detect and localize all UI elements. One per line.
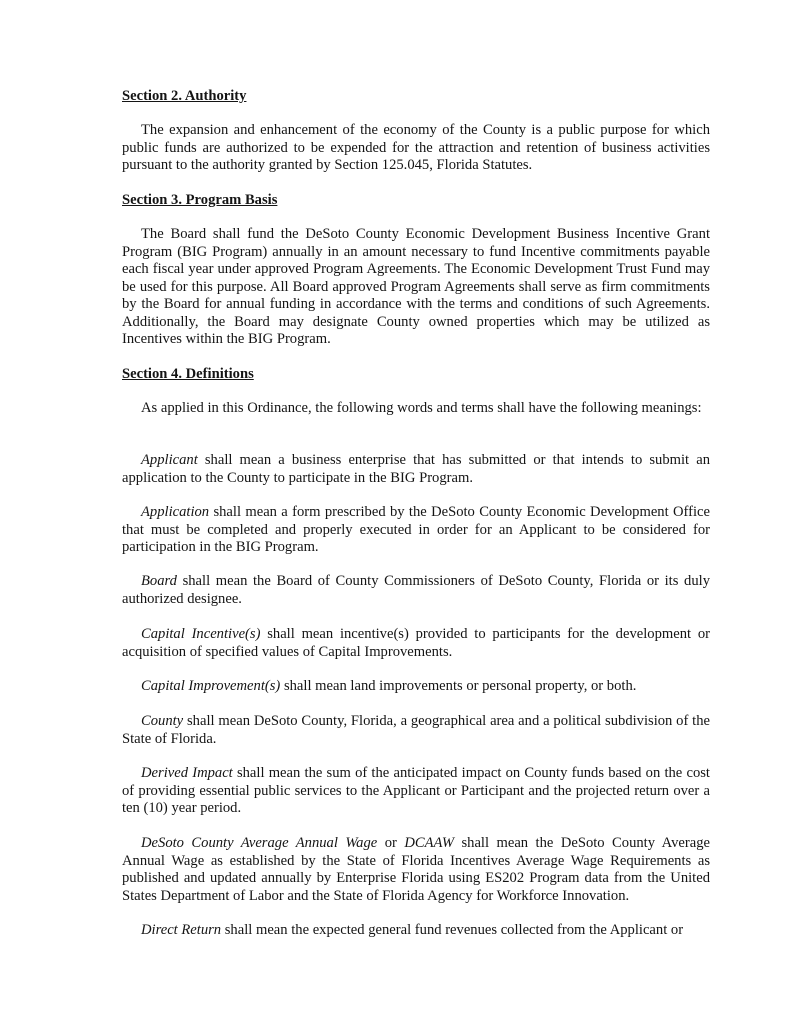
definition-county <box>122 713 710 748</box>
definition-text: shall mean the expected general fund revenues collected from the Applicant or <box>221 922 684 938</box>
definition-term: Capital Incentive(s) <box>141 626 261 642</box>
definition-term: DeSoto County Average Annual Wage <box>141 835 378 851</box>
definition-text: shall mean incentive(s) provided to participants for the development or acquisition of specified values of Capital Improvements. <box>122 626 710 660</box>
definition-term: Derived Impact <box>141 765 233 781</box>
definition-connector: or <box>377 835 405 851</box>
section-3-heading: Section 3. Program Basis <box>122 192 278 208</box>
definition-text: shall mean the sum of the anticipated impact on County funds based on the cost of providing essential public services to the Applicant or Participant and the projected return over a ten (10) year period. <box>122 765 710 816</box>
definition-board <box>122 573 710 608</box>
definition-term: Application <box>141 504 210 520</box>
definition-text: shall mean land improvements or personal property, or both. <box>280 678 637 694</box>
section-4-intro: As applied in this Ordinance, the following words and terms shall have the following meanings: <box>141 400 702 416</box>
section-4-heading: Section 4. Definitions <box>122 366 254 382</box>
definition-text: shall mean a form prescribed by the DeSoto County Economic Development Office that must be completed and properly executed in order for an Applicant to be considered for participation in the BIG Program. <box>122 504 710 555</box>
definition-applicant <box>122 452 710 487</box>
section-2-body: The expansion and enhancement of the economy of the County is a public purpose for which public funds are authorized to be expended for the attraction and retention of business activities pursuant to the authority granted by Section 125.045, Florida Statutes. <box>122 122 710 173</box>
definition-term-abbreviation: DCAAW <box>404 835 455 851</box>
definition-capital-improvements <box>122 678 710 696</box>
definition-dcaaw <box>122 835 710 905</box>
definition-text: shall mean DeSoto County, Florida, a geographical area and a political subdivision of the State of Florida. <box>122 713 710 747</box>
definition-text: shall mean a business enterprise that has submitted or that intends to submit an application to the County to participate in the BIG Program. <box>122 452 710 486</box>
definition-application <box>122 504 710 557</box>
definition-term: County <box>141 713 184 729</box>
definition-term: Board <box>141 573 177 589</box>
section-3-body: The Board shall fund the DeSoto County Economic Development Business Incentive Grant Program (BIG Program) annually in an amount necessary to fund Incentive commitments payable each fiscal year under approved Program Agreements. The Economic Development Trust Fund may be used for this purpose. All Board approved Program Agreements shall serve as firm commitments by the Board for annual funding in accordance with the terms and conditions of such Agreements. Additionally, the Board may designate County owned properties which may be utilized as Incentives within the BIG Program. <box>122 226 710 347</box>
definition-text: shall mean the DeSoto County Average Annual Wage as established by the State of Florida Incentives Average Wage Requirements as published and updated annually by Enterprise Florida using ES202 Program data from the United States Department of Labor and the State of Florida Agency for Workforce Innovation. <box>122 835 710 904</box>
definition-text: shall mean the Board of County Commissioners of DeSoto County, Florida or its duly authorized designee. <box>122 573 710 607</box>
definition-term: Direct Return <box>141 922 222 938</box>
definition-direct-return <box>122 922 710 940</box>
definition-capital-incentives <box>122 626 710 661</box>
definition-term: Capital Improvement(s) <box>141 678 281 694</box>
section-2-heading: Section 2. Authority <box>122 88 247 104</box>
definition-term: Applicant <box>141 452 198 468</box>
definition-derived-impact <box>122 765 710 818</box>
